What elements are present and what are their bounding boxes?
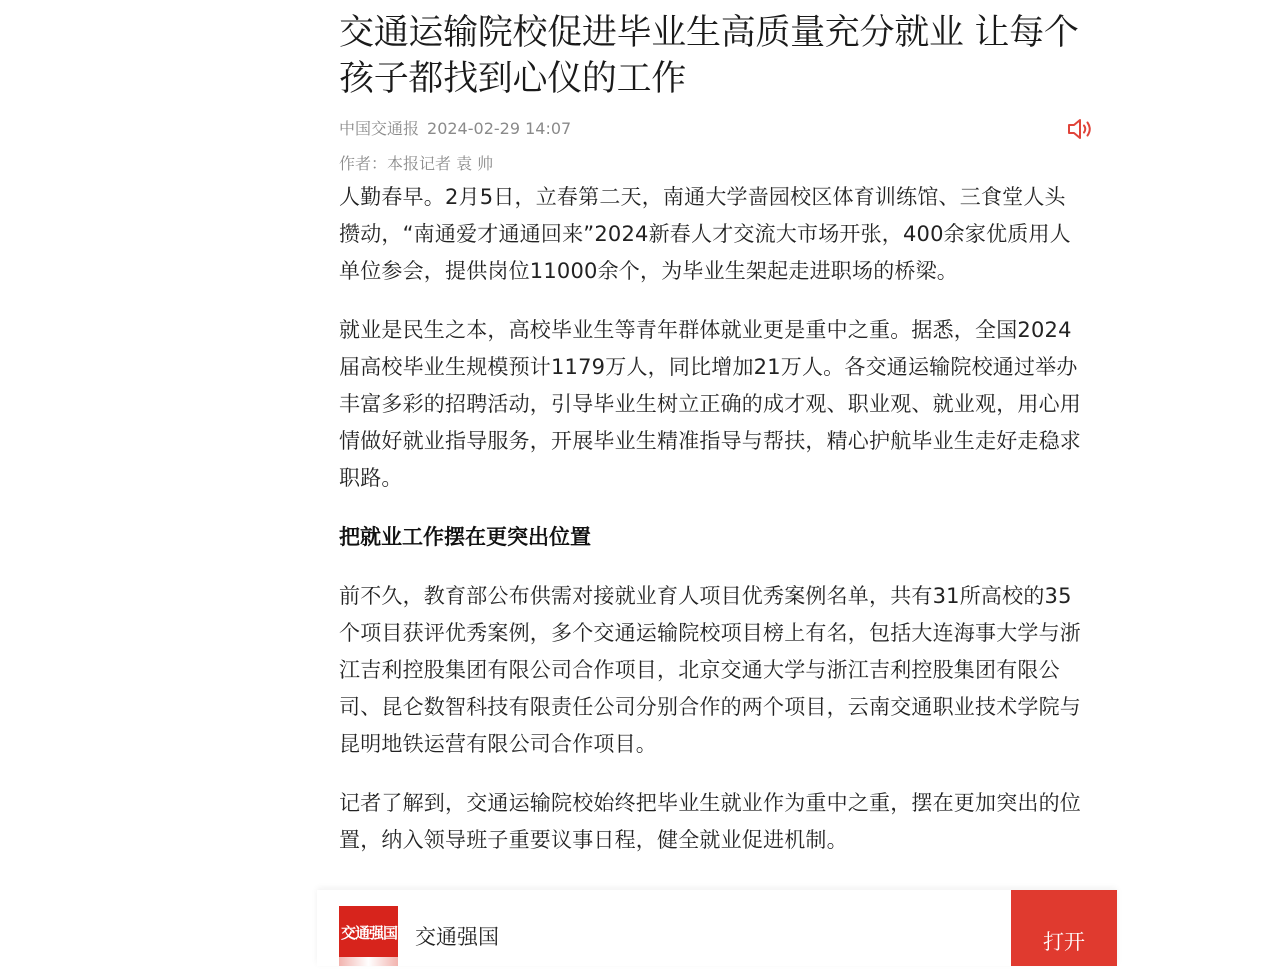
article-paragraph: 前不久，教育部公布供需对接就业育人项目优秀案例名单，共有31所高校的35个项目获评优秀案例，多个交通运输院校项目榜上有名，包括大连海事大学与浙江吉利控股集团有限公司合作项目，北京交通大学与浙江吉利控股集团有限公司、昆仑数智科技有限责任公司分别合作的两个项目，云南交通职业技术学院与昆明地铁运营有限公司合作项目。 (339, 584, 1081, 756)
article (339, 0, 1084, 859)
app-logo (339, 906, 398, 966)
article-source: 中国交通报 (339, 119, 420, 138)
app-name: 交通强国 (415, 925, 499, 949)
article-title: 交通运输院校促进毕业生高质量充分就业 让每个孩子都找到心仪的工作 (339, 13, 1079, 99)
app-download-bar (317, 890, 1117, 966)
app-logo-text: 交通强国 (341, 924, 398, 942)
article-paragraph: 人勤春早。2月5日，立春第二天，南通大学啬园校区体育训练馆、三食堂人头攒动，“南通爱才通通回来”2024新春人才交流大市场开张，400余家优质用人单位参会，提供岗位11000余个，为毕业生架起走进职场的桥梁。 (339, 185, 1071, 283)
article-author: 作者：本报记者 袁 帅 (339, 154, 494, 173)
article-date: 2024-02-29 14:07 (427, 119, 572, 138)
article-paragraph: 记者了解到，交通运输院校始终把毕业生就业作为重中之重，摆在更加突出的位置，纳入领导班子重要议事日程，健全就业促进机制。 (339, 791, 1081, 852)
article-paragraph: 就业是民生之本，高校毕业生等青年群体就业更是重中之重。据悉，全国2024届高校毕业生规模预计1179万人，同比增加21万人。各交通运输院校通过举办丰富多彩的招聘活动，引导毕业生树立正确的成才观、职业观、就业观，用心用情做好就业指导服务，开展毕业生精准指导与帮扶，精心护航毕业生走好走稳求职路。 (339, 318, 1081, 490)
open-app-button[interactable]: 打开 (1011, 890, 1117, 966)
article-meta (339, 117, 1084, 141)
speaker-icon[interactable] (1066, 116, 1096, 142)
app-logo-stripe (339, 957, 398, 966)
section-heading: 把就业工作摆在更突出位置 (339, 525, 591, 549)
